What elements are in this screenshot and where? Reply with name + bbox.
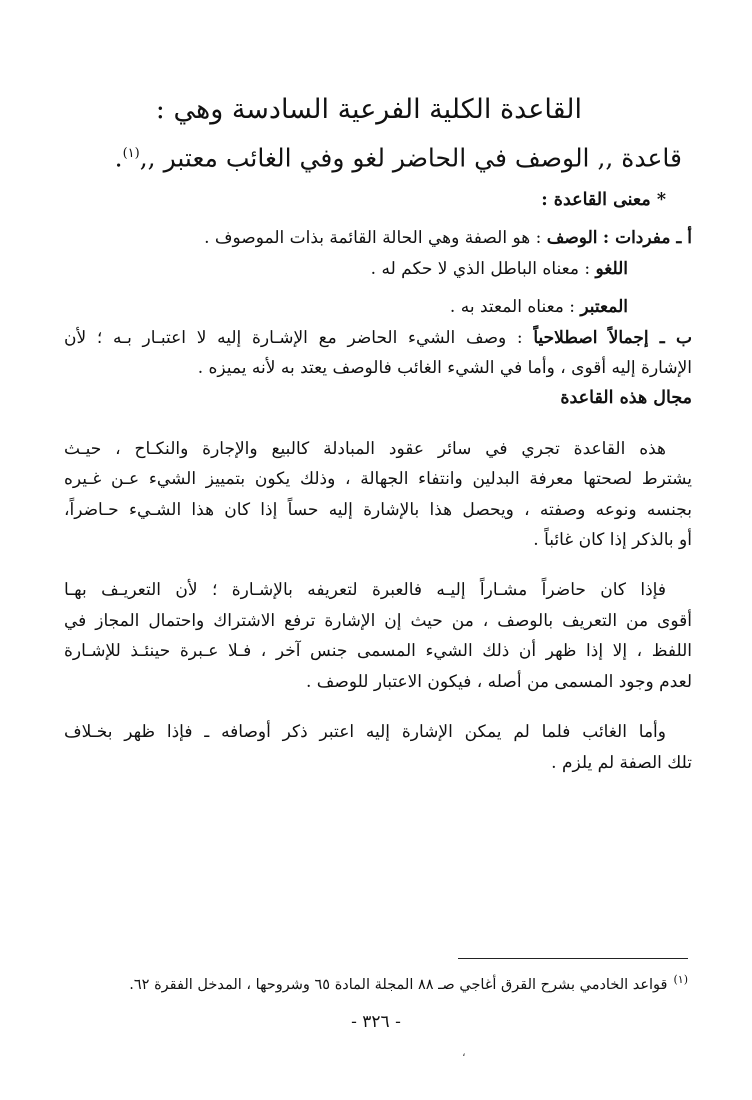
paragraph-line: لعدم وجود المسمى من أصله ، فيكون الاعتبار للوصف . [305, 671, 692, 692]
rule-title [70, 90, 682, 178]
laghw-term: اللغو [595, 258, 628, 279]
istilah-text-1: : وصف الشيء الحاضر مع الإشـارة إليه لا اعتبـار بـه ؛ لأن [64, 327, 523, 348]
footnote-text: قواعد الخادمي بشرح القرق أغاجي صـ ٨٨ المجلة المادة ٦٥ وشروحها ، المدخل الفقرة ٦٢. [129, 976, 668, 993]
paragraph-line: تلك الصفة لم يلزم . [551, 752, 692, 773]
istilah-line-1 [64, 323, 692, 353]
footnote-reference: (١) [122, 146, 140, 161]
scope-paragraph-2 [64, 575, 692, 697]
paragraph-line: اللفظ ، إلا إذا ظهر أن ذلك الشيء المسمى جنس آخر ، فـلا عـبرة حينئـذ للإشـارة [64, 641, 692, 662]
scope-heading: مجال هذه القاعدة [560, 388, 692, 409]
istilah-line-2: الإشارة إليه أقوى ، وأما في الشيء الغائب فالوصف يعتد به لأنه يميزه . [197, 358, 692, 379]
paragraph-line: يشترط لصحتها معرفة البدلين وانتفاء الجهالة ، وذلك يكون بتمييز الشيء عـن غـيره [64, 469, 692, 490]
vocab-label: أ ـ مفردات : [602, 228, 692, 249]
paragraph-line: أو بالذكر إذا كان غائباً . [533, 530, 692, 551]
laghw-definition: : معناه الباطل الذي لا حكم له . [370, 258, 591, 279]
scope-paragraph-1 [64, 434, 692, 556]
wasf-definition: : هو الصفة وهي الحالة القائمة بذات الموصوف . [204, 228, 542, 249]
mutabar-definition: : معناه المعتد به . [449, 297, 576, 318]
scope-paragraph-3 [64, 717, 692, 778]
footnote-mark: (١) [673, 973, 688, 986]
wasf-term: الوصف [546, 228, 598, 249]
meaning-heading: * معنى القاعدة : [541, 190, 666, 210]
paragraph-line: وأما الغائب فلما لم يمكن الإشارة إليه اعتبر ذكر أوصافه ـ فإذا ظهر بخـلاف [64, 722, 666, 743]
title-line-1: القاعدة الكلية الفرعية السادسة وهي : [155, 94, 582, 125]
paragraph-line: أقوى من التعريف بالوصف ، من حيث إن الإشارة ترفع الاشتراك واحتمال المجاز في [64, 610, 692, 631]
stray-mark: ، [462, 1046, 466, 1059]
laghw-line [64, 254, 692, 284]
mutabar-line [64, 292, 692, 322]
vocab-wasf-line [64, 223, 692, 253]
paragraph-line: بجنسه ونوعه وصفته ، ويحصل هذا بالإشارة إليه حساً إذا كان هذا الشـيء حـاضراً، [64, 499, 692, 520]
footnote-separator [458, 958, 688, 959]
body-text [64, 185, 692, 778]
title-line-2 [70, 134, 682, 178]
page-number: - ٣٢٦ - [351, 1012, 401, 1032]
paragraph-line: فإذا كان حاضراً مشـاراً إليـه فالعبرة لتعريفه بالإشـارة ؛ لأن التعريـف بهـا [64, 580, 666, 601]
footnote [64, 968, 688, 997]
istilah-label: ب ـ إجمالاً اصطلاحياً [533, 327, 692, 348]
title-line-2-end: . [114, 143, 123, 173]
title-line-2-text: قاعدة ,, الوصف في الحاضر لغو وفي الغائب معتبر ,, [139, 143, 682, 173]
paragraph-line: هذه القاعدة تجري في سائر عقود المبادلة كالبيع والإجارة والنكـاح ، حيـث [64, 438, 666, 459]
mutabar-term: المعتبر [580, 297, 628, 318]
